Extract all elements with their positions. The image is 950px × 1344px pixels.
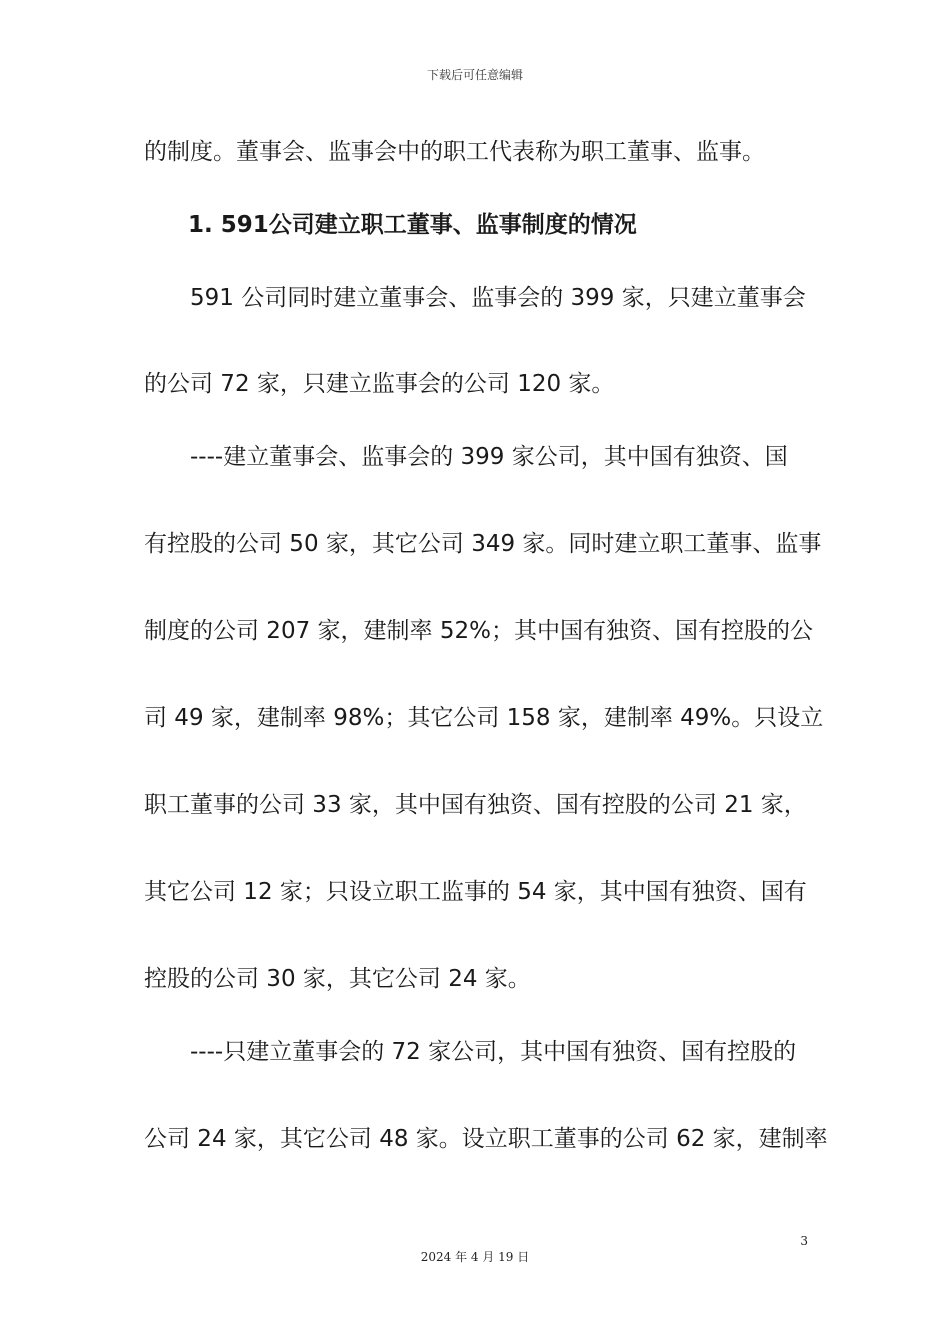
body-line: 司 49 家，建制率 98%；其它公司 158 家，建制率 49%。只设立: [144, 705, 824, 731]
body-line: 公司 24 家，其它公司 48 家。设立职工董事的公司 62 家，建制率: [144, 1126, 828, 1152]
body-line: 的公司 72 家，只建立监事会的公司 120 家。: [144, 371, 615, 397]
body-line: ----只建立董事会的 72 家公司，其中国有独资、国有控股的: [190, 1039, 797, 1065]
section-heading: 1. 591公司建立职工董事、监事制度的情况: [188, 212, 637, 238]
page-header: 下载后可任意编辑: [426, 68, 523, 82]
body-line: 职工董事的公司 33 家，其中国有独资、国有控股的公司 21 家，: [144, 792, 807, 818]
body-line: 制度的公司 207 家，建制率 52%；其中国有独资、国有控股的公: [144, 618, 813, 644]
body-line: 的制度。董事会、监事会中的职工代表称为职工董事、监事。: [144, 139, 765, 165]
page-number: 3: [800, 1234, 808, 1248]
body-line: 控股的公司 30 家，其它公司 24 家。: [144, 966, 531, 992]
body-line: 其它公司 12 家；只设立职工监事的 54 家，其中国有独资、国有: [144, 879, 807, 905]
page-date: 2024 年 4 月 19 日: [420, 1250, 530, 1264]
body-line: 有控股的公司 50 家，其它公司 349 家。同时建立职工董事、监事: [144, 531, 822, 557]
body-line: 591 公司同时建立董事会、监事会的 399 家，只建立董事会: [190, 285, 806, 311]
body-line: ----建立董事会、监事会的 399 家公司，其中国有独资、国: [190, 444, 788, 470]
